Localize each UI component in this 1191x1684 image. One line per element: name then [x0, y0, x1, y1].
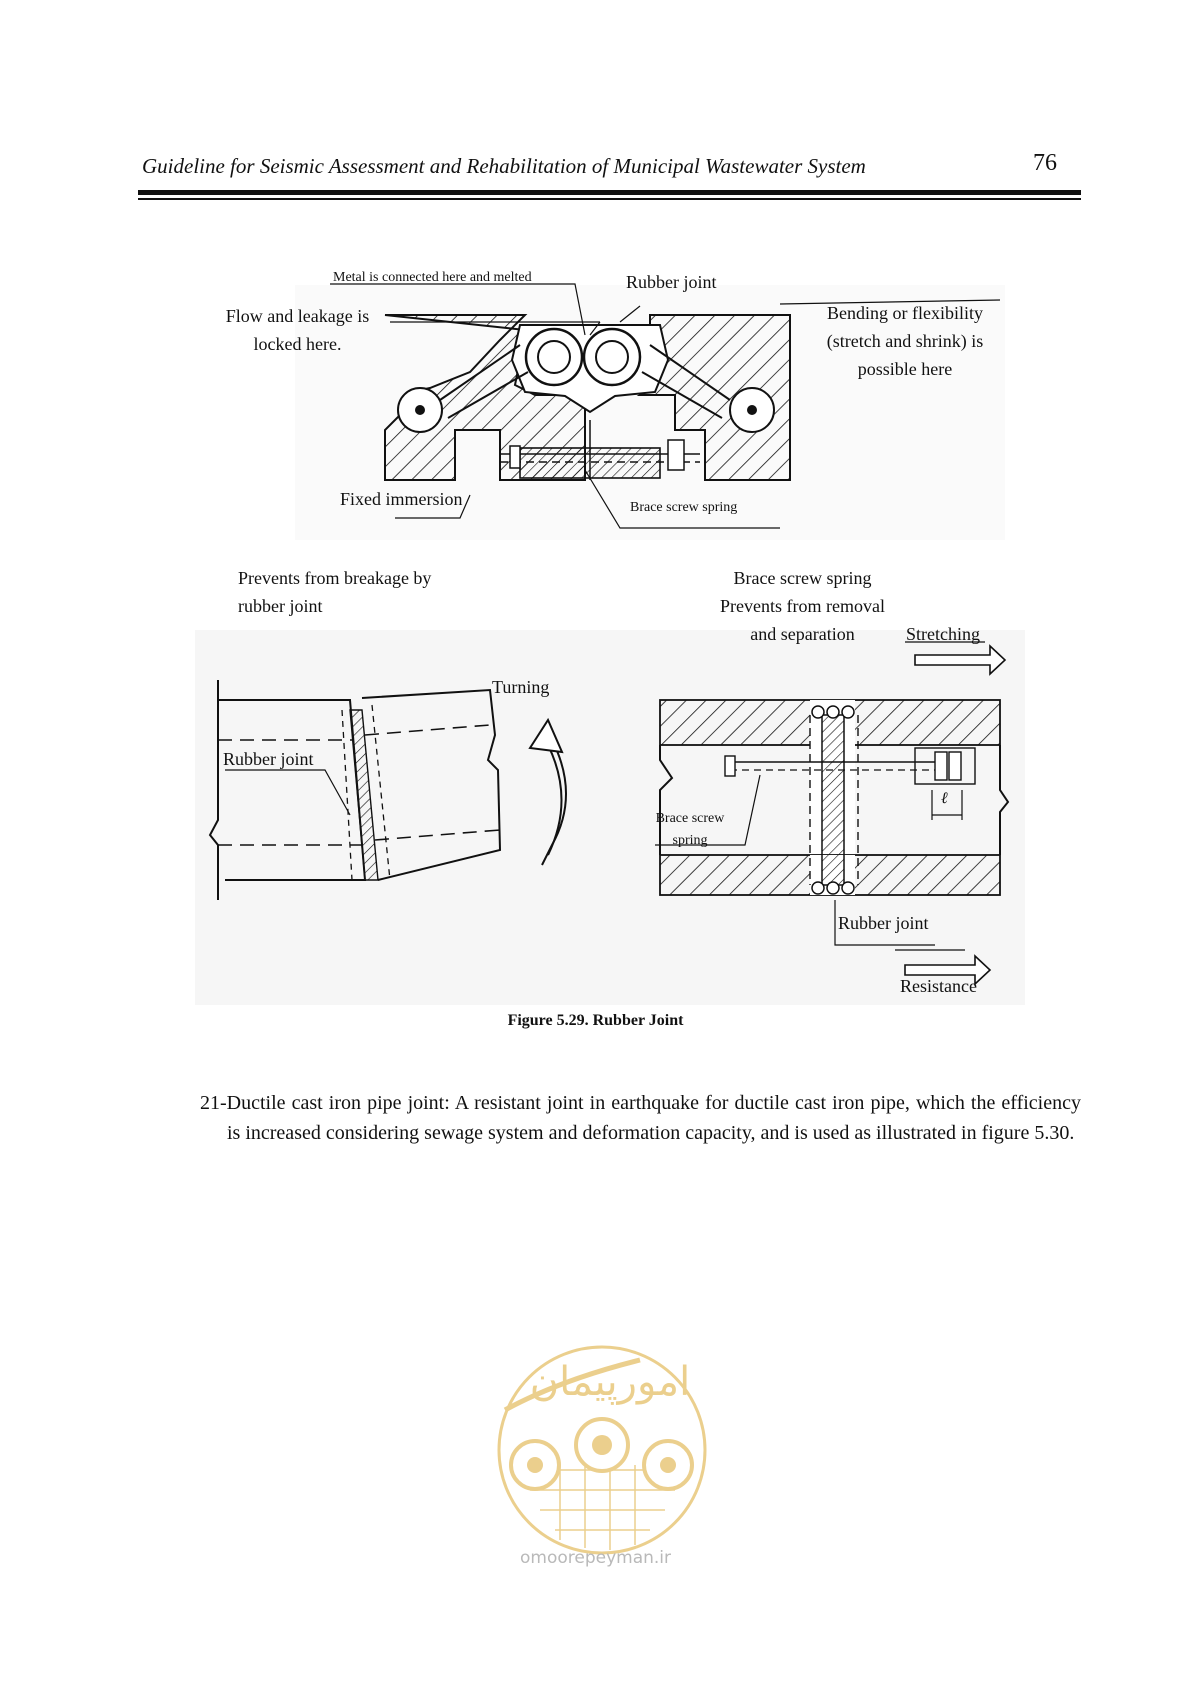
label-brace-screw-line2: spring	[672, 833, 708, 848]
watermark-logo-text: امورپیمان	[529, 1359, 691, 1405]
label-prevents-breakage	[238, 564, 431, 620]
label-bending-flexibility	[805, 299, 1005, 383]
label-brace-screw-right	[650, 808, 730, 852]
label-length-ell: ℓ	[941, 790, 948, 807]
label-prevents-removal	[690, 564, 915, 648]
label-flow-leakage	[210, 302, 385, 358]
label-flow-leakage-line1: Flow and leakage is	[225, 306, 370, 326]
label-flow-leakage-line2: locked here.	[253, 334, 342, 354]
label-rubber-joint-right: Rubber joint	[838, 913, 929, 933]
label-prevents-removal-line2: Prevents from removal	[720, 596, 885, 616]
label-prevents-removal-line1: Brace screw spring	[733, 568, 872, 588]
label-turning: Turning	[492, 677, 550, 697]
label-rubber-joint-left: Rubber joint	[223, 749, 314, 769]
label-resistance: Resistance	[900, 976, 977, 996]
label-bending-line1: Bending or flexibility	[827, 303, 983, 323]
label-stretching: Stretching	[906, 624, 980, 644]
label-prevents-breakage-line1: Prevents from breakage by	[238, 568, 432, 588]
label-metal-connected: Metal is connected here and melted	[333, 270, 532, 285]
watermark-url: omoorepeyman.ir	[519, 1548, 672, 1568]
label-bending-line3: possible here	[857, 359, 953, 379]
body-paragraph: 21-Ductile cast iron pipe joint: A resistant joint in earthquake for ductile cast iron pipe, which the efficiency is increased considering sewage system and deformation capacity, and is used as illustrated in figure 5.30.	[200, 1092, 1081, 1144]
label-bending-line2: (stretch and shrink) is	[826, 331, 984, 351]
label-brace-screw-spring-top: Brace screw spring	[630, 500, 738, 515]
running-title: Guideline for Seismic Assessment and Rehabilitation of Municipal Wastewater System	[142, 154, 866, 178]
figure-caption: Figure 5.29. Rubber Joint	[507, 1012, 684, 1029]
page-number: 76	[1033, 150, 1057, 176]
label-prevents-removal-line3: and separation	[750, 624, 855, 644]
label-prevents-breakage-line2: rubber joint	[238, 596, 323, 616]
label-brace-screw-line1: Brace screw	[655, 811, 725, 826]
label-rubber-joint-top: Rubber joint	[626, 272, 717, 292]
label-fixed-immersion: Fixed immersion	[340, 489, 463, 509]
watermark-logo	[499, 1347, 705, 1553]
